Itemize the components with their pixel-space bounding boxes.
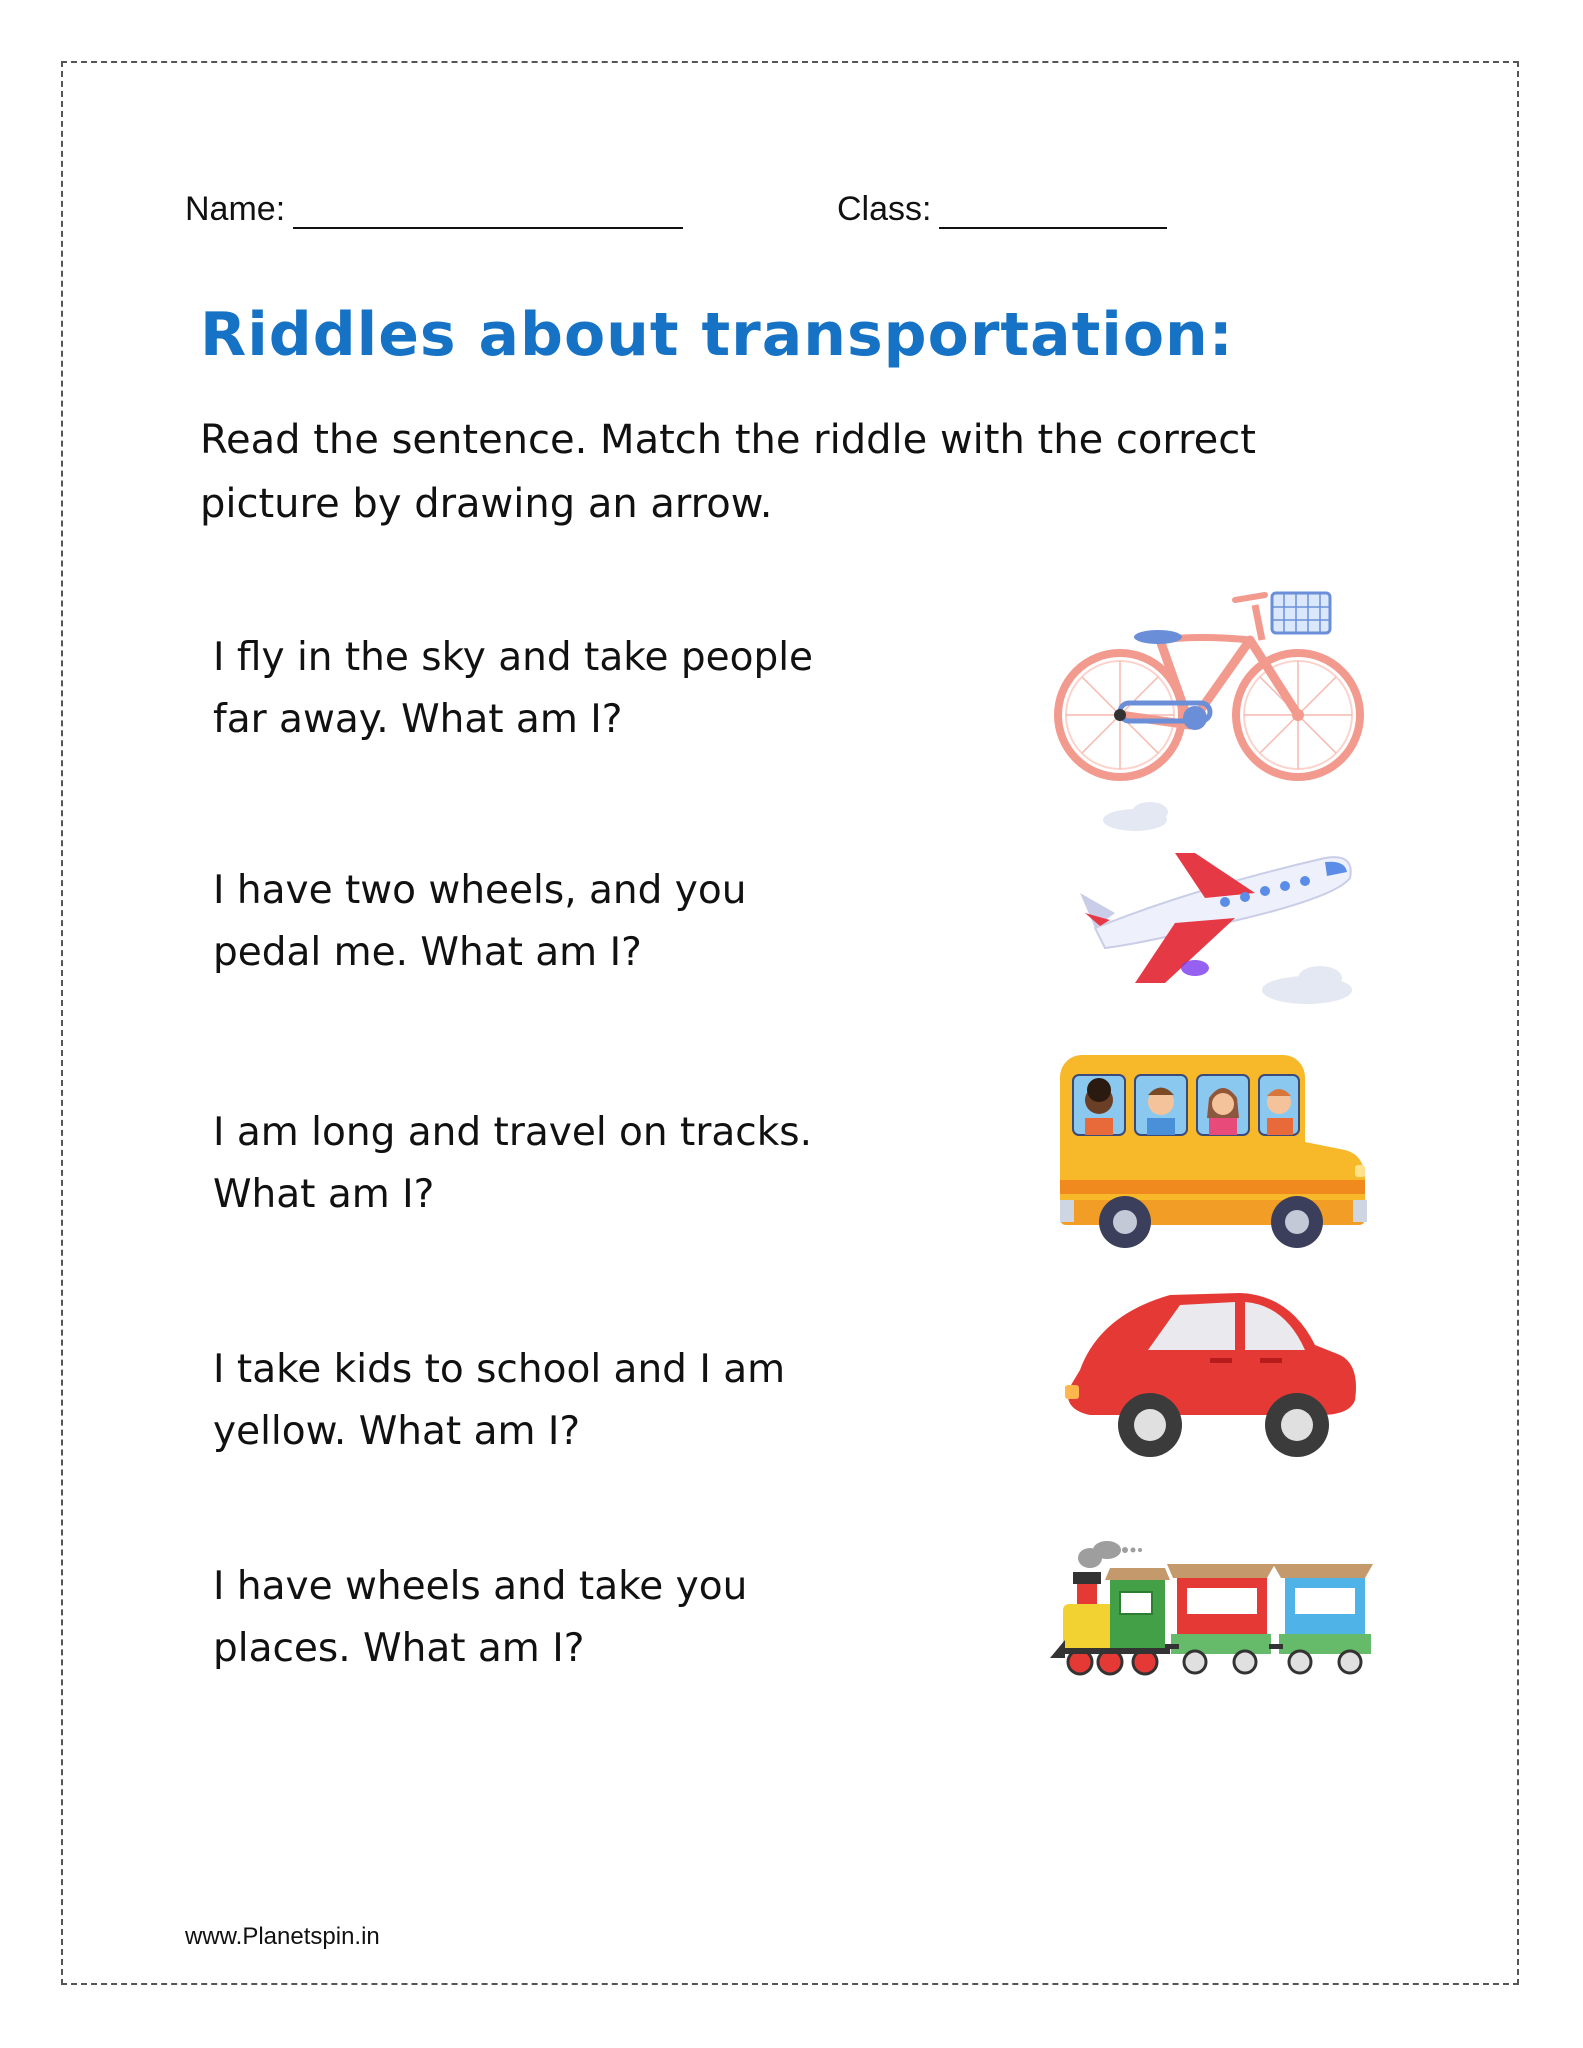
class-field	[837, 190, 1167, 229]
riddle-line: pedal me. What am I?	[213, 930, 642, 975]
airplane-icon	[1075, 798, 1360, 1018]
riddle-line: far away. What am I?	[213, 697, 623, 742]
class-label: Class:	[837, 190, 932, 228]
instructions: Read the sentence. Match the riddle with the correct picture by drawing an arrow.	[200, 417, 1256, 527]
riddle-line: yellow. What am I?	[213, 1409, 581, 1454]
riddle-line: I have two wheels, and you	[213, 868, 747, 913]
name-field	[185, 190, 683, 229]
name-blank[interactable]	[293, 191, 683, 229]
school-bus-icon	[1055, 1050, 1370, 1260]
train-icon	[1045, 1540, 1375, 1690]
name-label: Name:	[185, 190, 286, 228]
riddle-2	[213, 860, 913, 984]
riddle-line: places. What am I?	[213, 1626, 585, 1671]
riddle-line: What am I?	[213, 1172, 435, 1217]
worksheet-title: Riddles about transportation:	[200, 300, 1234, 370]
riddle-5	[213, 1556, 913, 1680]
riddle-line: I am long and travel on tracks.	[213, 1110, 812, 1155]
footer-website: www.Planetspin.in	[185, 1923, 380, 1950]
riddle-line: I fly in the sky and take people	[213, 635, 814, 680]
riddle-line: I have wheels and take you	[213, 1564, 748, 1609]
riddle-3	[213, 1102, 913, 1226]
riddle-line: I take kids to school and I am	[213, 1347, 786, 1392]
bicycle-icon	[1050, 585, 1370, 785]
riddle-4	[213, 1339, 913, 1463]
riddle-1	[213, 627, 913, 751]
car-icon	[1060, 1290, 1360, 1465]
class-blank[interactable]	[939, 191, 1167, 229]
